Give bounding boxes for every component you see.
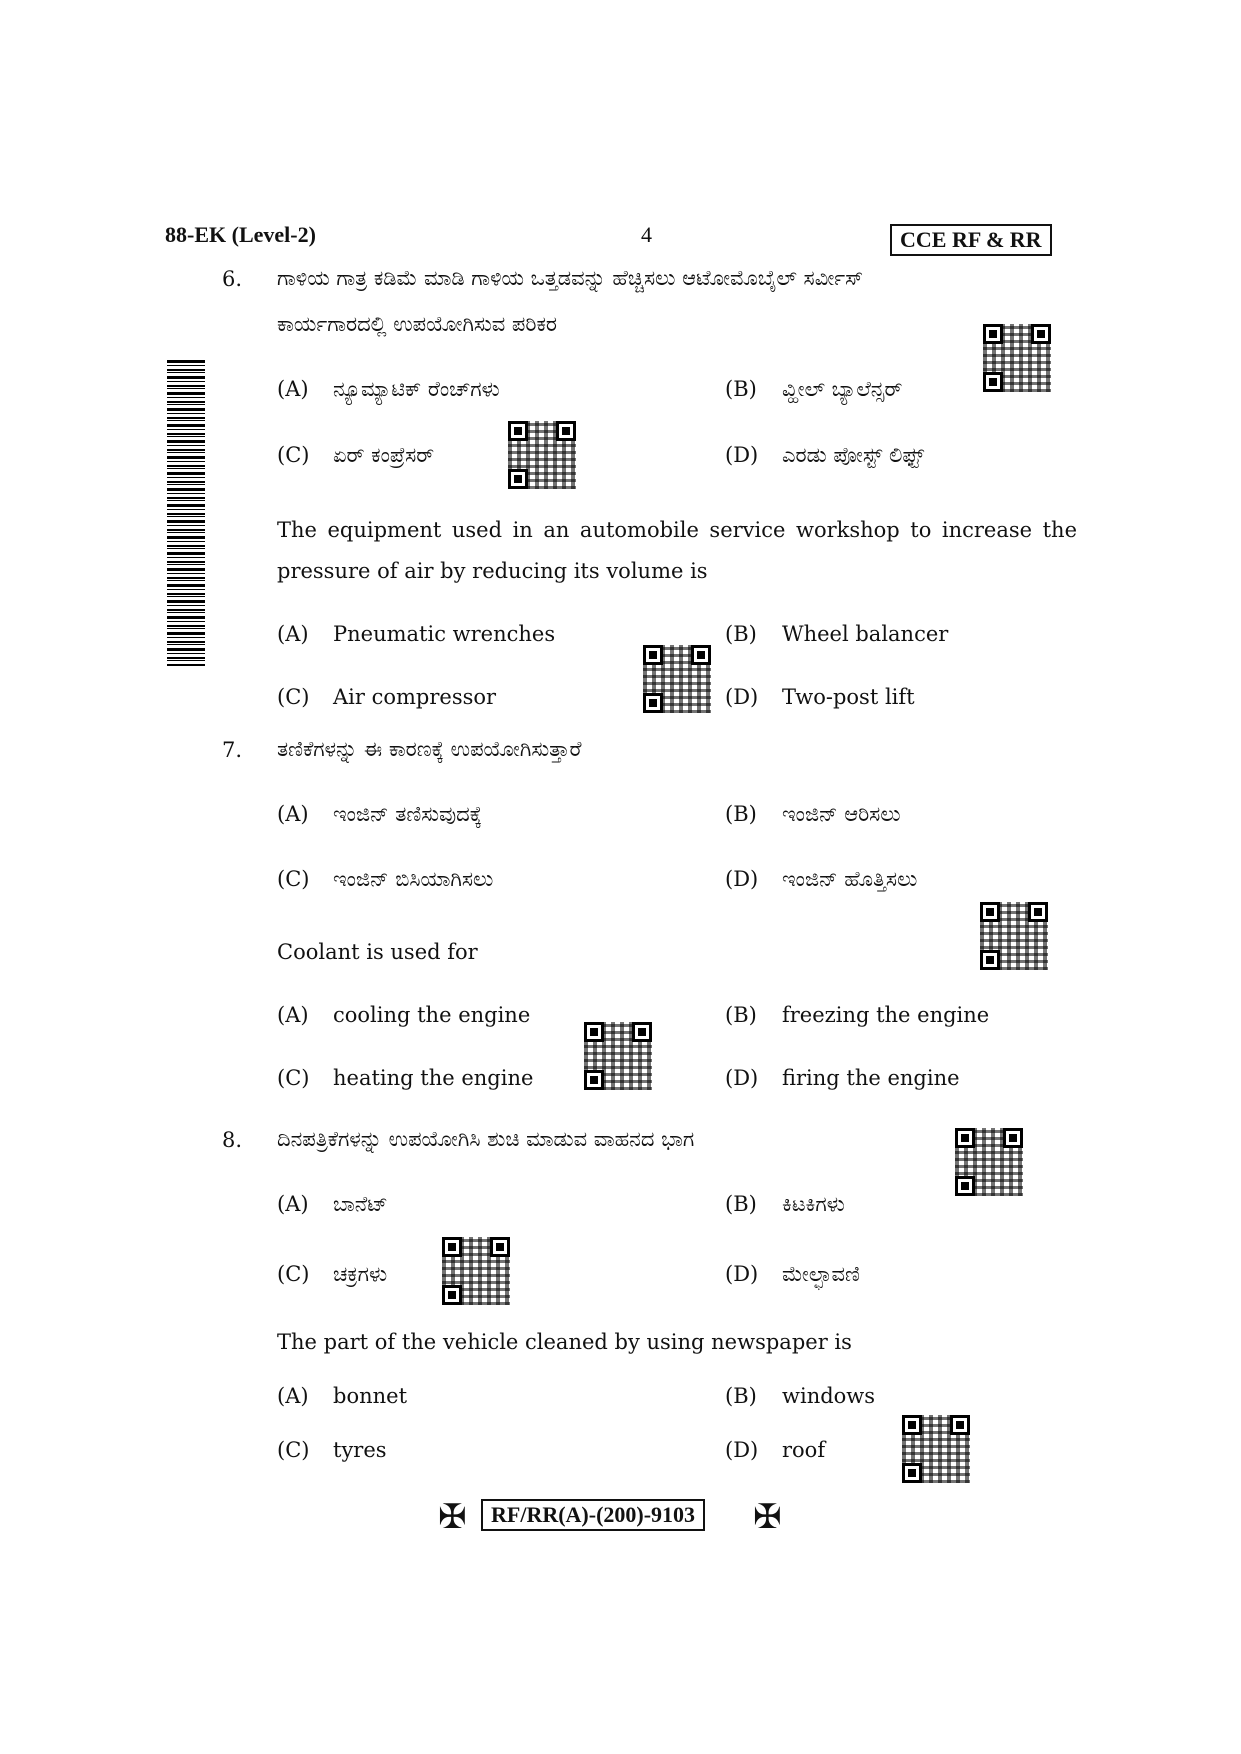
q7-kn-option-b-label: (B)	[725, 802, 757, 826]
q8-kn-option-b: ಕಿಟಕಿಗಳು	[782, 1192, 845, 1216]
q6-en-option-c: Air compressor	[333, 685, 497, 709]
qr-code-icon	[508, 421, 576, 489]
q6-en-option-d: Two-post lift	[782, 685, 915, 709]
q7-kn-option-b: ಇಂಜಿನ್ ಆರಿಸಲು	[782, 802, 901, 826]
q8-en-option-d: roof	[782, 1438, 826, 1462]
q6-kn-option-b: ವ್ಹೀಲ್ ಬ್ಯಾಲೆನ್ಸರ್	[782, 377, 903, 401]
q8-kn-option-c-label: (C)	[277, 1262, 310, 1286]
q8-en-option-b-label: (B)	[725, 1384, 757, 1408]
q7-kn-option-c: ಇಂಜಿನ್ ಬಿಸಿಯಾಗಿಸಲು	[333, 867, 494, 891]
ornament-left-icon: ✠	[438, 1497, 467, 1537]
q6-en-option-c-label: (C)	[277, 685, 310, 709]
q7-en-option-a-label: (A)	[277, 1003, 309, 1027]
q7-en-option-b-label: (B)	[725, 1003, 757, 1027]
q8-kn-option-a-label: (A)	[277, 1192, 309, 1216]
q7-kn-option-a-label: (A)	[277, 802, 309, 826]
q7-kn-option-c-label: (C)	[277, 867, 310, 891]
q7-en-option-d: firing the engine	[782, 1066, 960, 1090]
q6-en-option-d-label: (D)	[725, 685, 759, 709]
q8-en-option-c-label: (C)	[277, 1438, 310, 1462]
footer-code-box: RF/RR(A)-(200)-9103	[481, 1499, 705, 1531]
barcode	[167, 360, 205, 666]
question-6-number: 6.	[222, 267, 243, 291]
q7-kn-option-d: ಇಂಜಿನ್ ಹೊತ್ತಿಸಲು	[782, 867, 918, 891]
q8-kn-option-b-label: (B)	[725, 1192, 757, 1216]
q6-kn-option-a: ನ್ಯೂಮ್ಯಾಟಿಕ್ ರೆಂಚ್‌ಗಳು	[333, 377, 500, 401]
q6-en-option-a: Pneumatic wrenches	[333, 622, 556, 646]
q8-en-option-b: windows	[782, 1384, 876, 1408]
q7-en-option-c: heating the engine	[333, 1066, 534, 1090]
q8-en-option-c: tyres	[333, 1438, 387, 1462]
q7-kn-option-d-label: (D)	[725, 867, 759, 891]
qr-code-icon	[983, 324, 1051, 392]
exam-type-box: CCE RF & RR	[890, 224, 1052, 256]
q8-en-option-a-label: (A)	[277, 1384, 309, 1408]
q8-en-option-d-label: (D)	[725, 1438, 759, 1462]
q7-en-option-b: freezing the engine	[782, 1003, 990, 1027]
question-7-english-stem: Coolant is used for	[277, 940, 478, 964]
q8-kn-option-d: ಮೇಲ್ಛಾವಣಿ	[782, 1262, 860, 1286]
question-6-kannada-stem-1: ಗಾಳಿಯ ಗಾತ್ರ ಕಡಿಮೆ ಮಾಡಿ ಗಾಳಿಯ ಒತ್ತಡವನ್ನು ಹೆಚ್ಚಿಸಲು ಆಟೋಮೊಬೈಲ್ ಸರ್ವೀಸ್	[277, 266, 864, 290]
question-7-number: 7.	[222, 738, 243, 762]
q6-en-option-b-label: (B)	[725, 622, 757, 646]
q6-en-option-b: Wheel balancer	[782, 622, 949, 646]
qr-code-icon	[980, 902, 1048, 970]
paper-code: 88-EK (Level-2)	[165, 222, 316, 247]
ornament-right-icon: ✠	[753, 1497, 782, 1537]
question-6-english-stem: The equipment used in an automobile service workshop to increase the pressure of air by reducing its volume is	[277, 518, 1077, 583]
q7-kn-option-a: ಇಂಜಿನ್ ತಣಿಸುವುದಕ್ಕೆ	[333, 802, 483, 826]
qr-code-icon	[955, 1128, 1023, 1196]
q6-kn-option-b-label: (B)	[725, 377, 757, 401]
q8-kn-option-c: ಚಕ್ರಗಳು	[333, 1262, 388, 1286]
q7-en-option-c-label: (C)	[277, 1066, 310, 1090]
question-8-english-stem: The part of the vehicle cleaned by using newspaper is	[277, 1330, 852, 1354]
q6-kn-option-a-label: (A)	[277, 377, 309, 401]
question-6-kannada-stem-2: ಕಾರ್ಯಗಾರದಲ್ಲಿ ಉಪಯೋಗಿಸುವ ಪರಿಕರ	[277, 312, 558, 336]
q7-en-option-d-label: (D)	[725, 1066, 759, 1090]
q7-en-option-a: cooling the engine	[333, 1003, 531, 1027]
q6-kn-option-d: ಎರಡು ಪೋಸ್ಟ್ ಲಿಫ್ಟ್	[782, 443, 925, 467]
question-8-kannada-stem: ದಿನಪತ್ರಿಕೆಗಳನ್ನು ಉಪಯೋಗಿಸಿ ಶುಚಿ ಮಾಡುವ ವಾಹನದ ಭಾಗ	[277, 1127, 695, 1151]
q6-kn-option-c-label: (C)	[277, 443, 310, 467]
question-8-number: 8.	[222, 1128, 243, 1152]
qr-code-icon	[643, 645, 711, 713]
q8-en-option-a: bonnet	[333, 1384, 408, 1408]
question-7-kannada-stem: ತಣಿಕೆಗಳನ್ನು ಈ ಕಾರಣಕ್ಕೆ ಉಪಯೋಗಿಸುತ್ತಾರೆ	[277, 737, 582, 761]
qr-code-icon	[902, 1415, 970, 1483]
q6-kn-option-d-label: (D)	[725, 443, 759, 467]
qr-code-icon	[442, 1237, 510, 1305]
q8-kn-option-a: ಬಾನೆಟ್	[333, 1192, 388, 1216]
q8-kn-option-d-label: (D)	[725, 1262, 759, 1286]
qr-code-icon	[584, 1022, 652, 1090]
q6-en-option-a-label: (A)	[277, 622, 309, 646]
q6-kn-option-c: ಏರ್ ಕಂಪ್ರೆಸರ್	[333, 443, 435, 467]
page-number: 4	[641, 222, 652, 247]
